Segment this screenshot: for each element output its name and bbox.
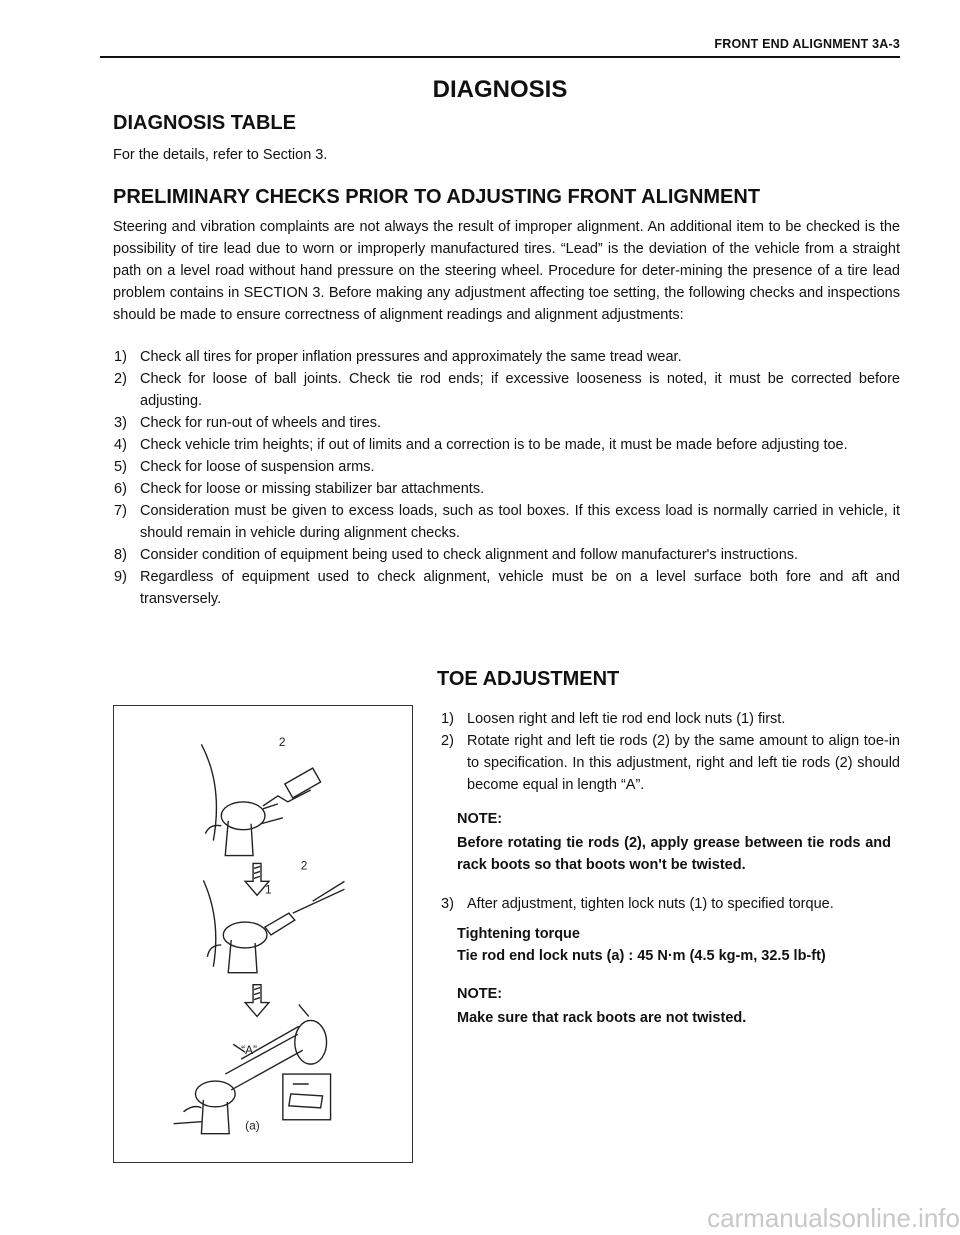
tie-rod-drawing	[114, 706, 412, 1162]
preliminary-intro: Steering and vibration complaints are not always the result of improper alignment. An additional item to be checked is the possibility of tire lead due to worn or improperly manufactured tires. “Lead” is the deviation of the vehicle from a straight path on a level road without hand pressure on the steering wheel. Procedure for deter-mining the presence of a tire lead problem contains in SECTION 3. Before making any adjustment affecting toe setting, the following checks and inspections should be made to ensure correctness of alignment readings and alignment adjustments:	[113, 219, 900, 323]
list-item: 7) Consideration must be given to excess loads, such as tool boxes. If this excess load is normally carried in vehicle, it should remain in vehicle during alignment checks.	[114, 503, 900, 541]
tie-rod-2	[293, 889, 345, 913]
torque-label: Tightening torque	[457, 926, 580, 942]
tie-rod-end-2	[223, 922, 267, 948]
arrow-down-2	[245, 985, 269, 1017]
toe-steps-b	[441, 893, 900, 915]
list-item: 3) After adjustment, tighten lock nuts (1) to specified torque.	[441, 896, 834, 912]
tie-rod-end-3	[195, 1081, 235, 1107]
diagnosis-heading: DIAGNOSIS	[432, 76, 568, 103]
lock-nut-2	[265, 913, 295, 935]
label-nut-a: (a)	[245, 1118, 260, 1133]
watermark: carmanualsonline.info	[707, 1203, 960, 1233]
tie-rod-illustration	[113, 705, 413, 1163]
list-item: 6) Check for loose or missing stabilizer bar attachments.	[114, 481, 485, 497]
list-item: 1) Check all tires for proper inflation pressures and approximately the same tread wear.	[114, 349, 682, 365]
torque-value: Tie rod end lock nuts (a) : 45 N·m (4.5 kg-m, 32.5 lb-ft)	[457, 948, 826, 964]
list-item: 8) Consider condition of equipment being used to check alignment and follow manufacturer's instructions.	[114, 547, 799, 563]
note-rack-boots	[457, 983, 891, 1029]
note-label: NOTE:	[457, 811, 503, 827]
list-item: 4) Check vehicle trim heights; if out of limits and a correction is to be made, it must be made before adjusting toe.	[114, 437, 848, 453]
rack-boot-3	[295, 1020, 327, 1064]
preliminary-heading: PRELIMINARY CHECKS PRIOR TO ADJUSTING FRONT ALIGNMENT	[113, 186, 761, 208]
list-item: 3) Check for run-out of wheels and tires.	[114, 415, 381, 431]
note-text: Make sure that rack boots are not twisted.	[457, 1010, 747, 1026]
note-grease	[457, 808, 891, 876]
tire-arc-2	[203, 880, 215, 966]
label-lock-nut: 1	[264, 882, 272, 897]
toe-steps-a	[441, 708, 900, 796]
header-rule	[100, 56, 900, 58]
label-tie-rod-mid: 2	[300, 858, 308, 873]
diagnosis-table-heading: DIAGNOSIS TABLE	[113, 112, 296, 134]
label-tie-rod-top: 2	[278, 735, 286, 750]
note-label: NOTE:	[457, 986, 503, 1002]
label-length-a: “A”	[241, 1043, 258, 1058]
page-header: FRONT END ALIGNMENT 3A-3	[714, 37, 900, 51]
tie-rod-3	[225, 1034, 298, 1074]
list-item: 2) Rotate right and left tie rods (2) by the same amount to align toe-in to specification. In this adjustment, right and left tie rods (2) should become equal in length “A”.	[441, 733, 900, 793]
list-item: 5) Check for loose of suspension arms.	[114, 459, 375, 475]
list-item: 2) Check for loose of ball joints. Check tie rod ends; if excessive looseness is noted, it must be corrected before adjusting.	[114, 371, 900, 409]
list-item: 1) Loosen right and left tie rod end lock nuts (1) first.	[441, 711, 786, 727]
tightening-torque	[457, 923, 900, 967]
toe-adjustment-heading: TOE ADJUSTMENT	[437, 668, 620, 690]
preliminary-steps	[114, 346, 900, 610]
note-text: Before rotating tie rods (2), apply grease between tie rods and rack boots so that boots won't be twisted.	[457, 835, 891, 873]
diagnosis-table-text: For the details, refer to Section 3.	[113, 147, 328, 163]
list-item: 9) Regardless of equipment used to check alignment, vehicle must be on a level surface both fore and aft and transversely.	[114, 569, 900, 607]
